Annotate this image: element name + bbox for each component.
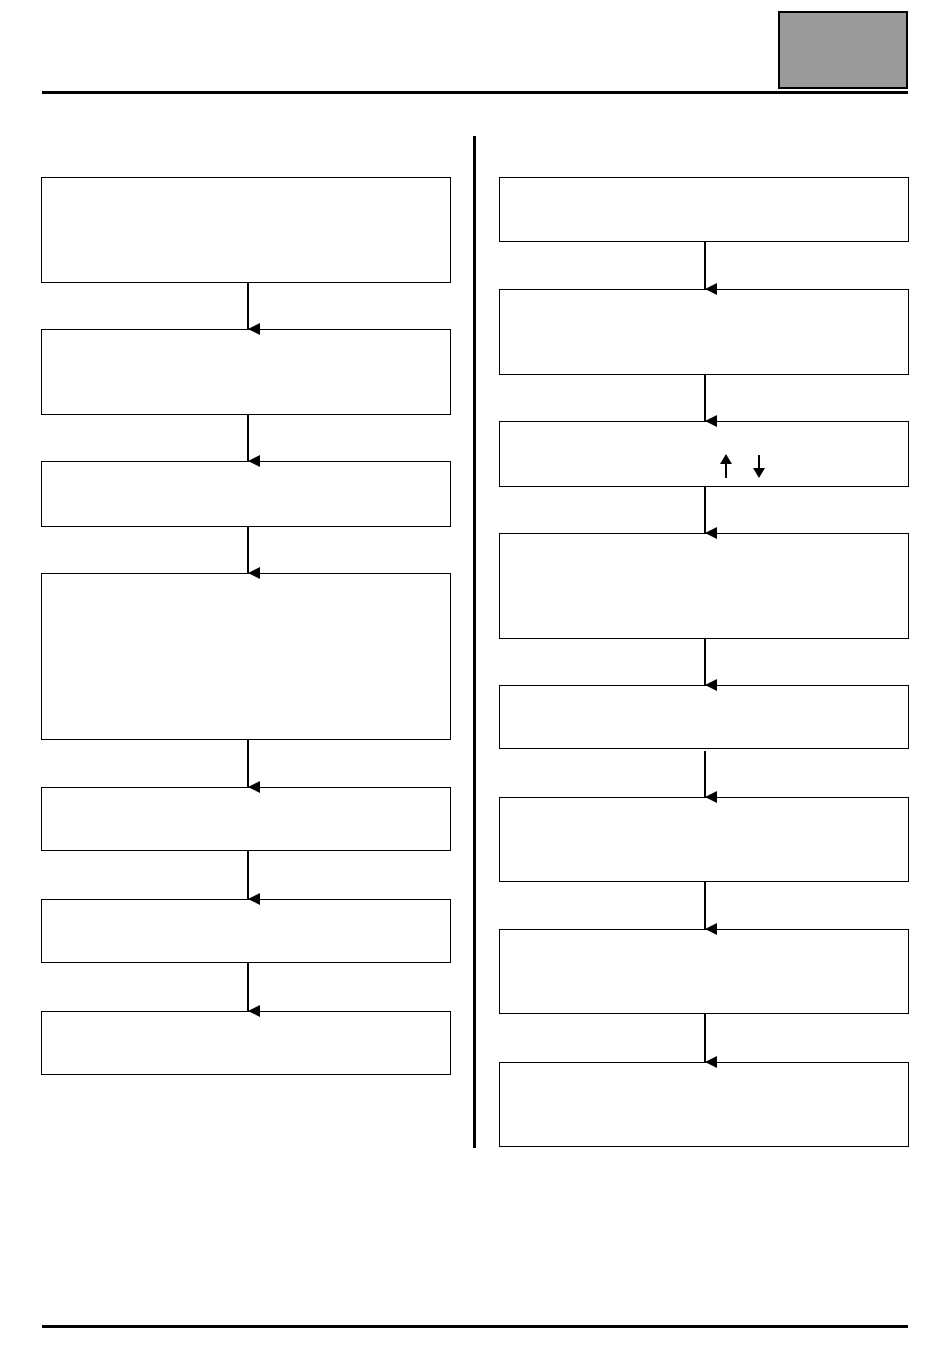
left-step-1 xyxy=(41,177,451,283)
left-step-6-label xyxy=(42,900,450,912)
right-step-1-label xyxy=(500,178,908,190)
right-step-1 xyxy=(499,177,909,242)
right-step-8-label xyxy=(500,1063,908,1075)
left-step-5 xyxy=(41,787,451,851)
column-divider xyxy=(473,136,476,1148)
right-step-7-label xyxy=(500,930,908,942)
left-step-3 xyxy=(41,461,451,527)
footer-rule xyxy=(42,1325,908,1328)
left-step-4 xyxy=(41,573,451,740)
right-step-7 xyxy=(499,929,909,1014)
right-step-4-label xyxy=(500,534,908,546)
section-tab-block xyxy=(778,11,908,89)
left-step-7-label xyxy=(42,1012,450,1024)
right-step-3-label xyxy=(500,422,908,434)
right-step-5 xyxy=(499,685,909,749)
left-step-7 xyxy=(41,1011,451,1075)
left-step-6 xyxy=(41,899,451,963)
right-step-6-label xyxy=(500,798,908,810)
left-step-4-label xyxy=(42,574,450,586)
left-step-3-label xyxy=(42,462,450,474)
right-step-8 xyxy=(499,1062,909,1147)
right-step-3 xyxy=(499,421,909,487)
left-step-5-label xyxy=(42,788,450,800)
left-step-1-label xyxy=(42,178,450,190)
left-step-2-label xyxy=(42,330,450,342)
right-step-6 xyxy=(499,797,909,882)
right-step-2 xyxy=(499,289,909,375)
header-rule xyxy=(42,91,908,94)
right-step-2-label xyxy=(500,290,908,302)
right-step-5-label xyxy=(500,686,908,698)
left-step-2 xyxy=(41,329,451,415)
right-step-4 xyxy=(499,533,909,639)
